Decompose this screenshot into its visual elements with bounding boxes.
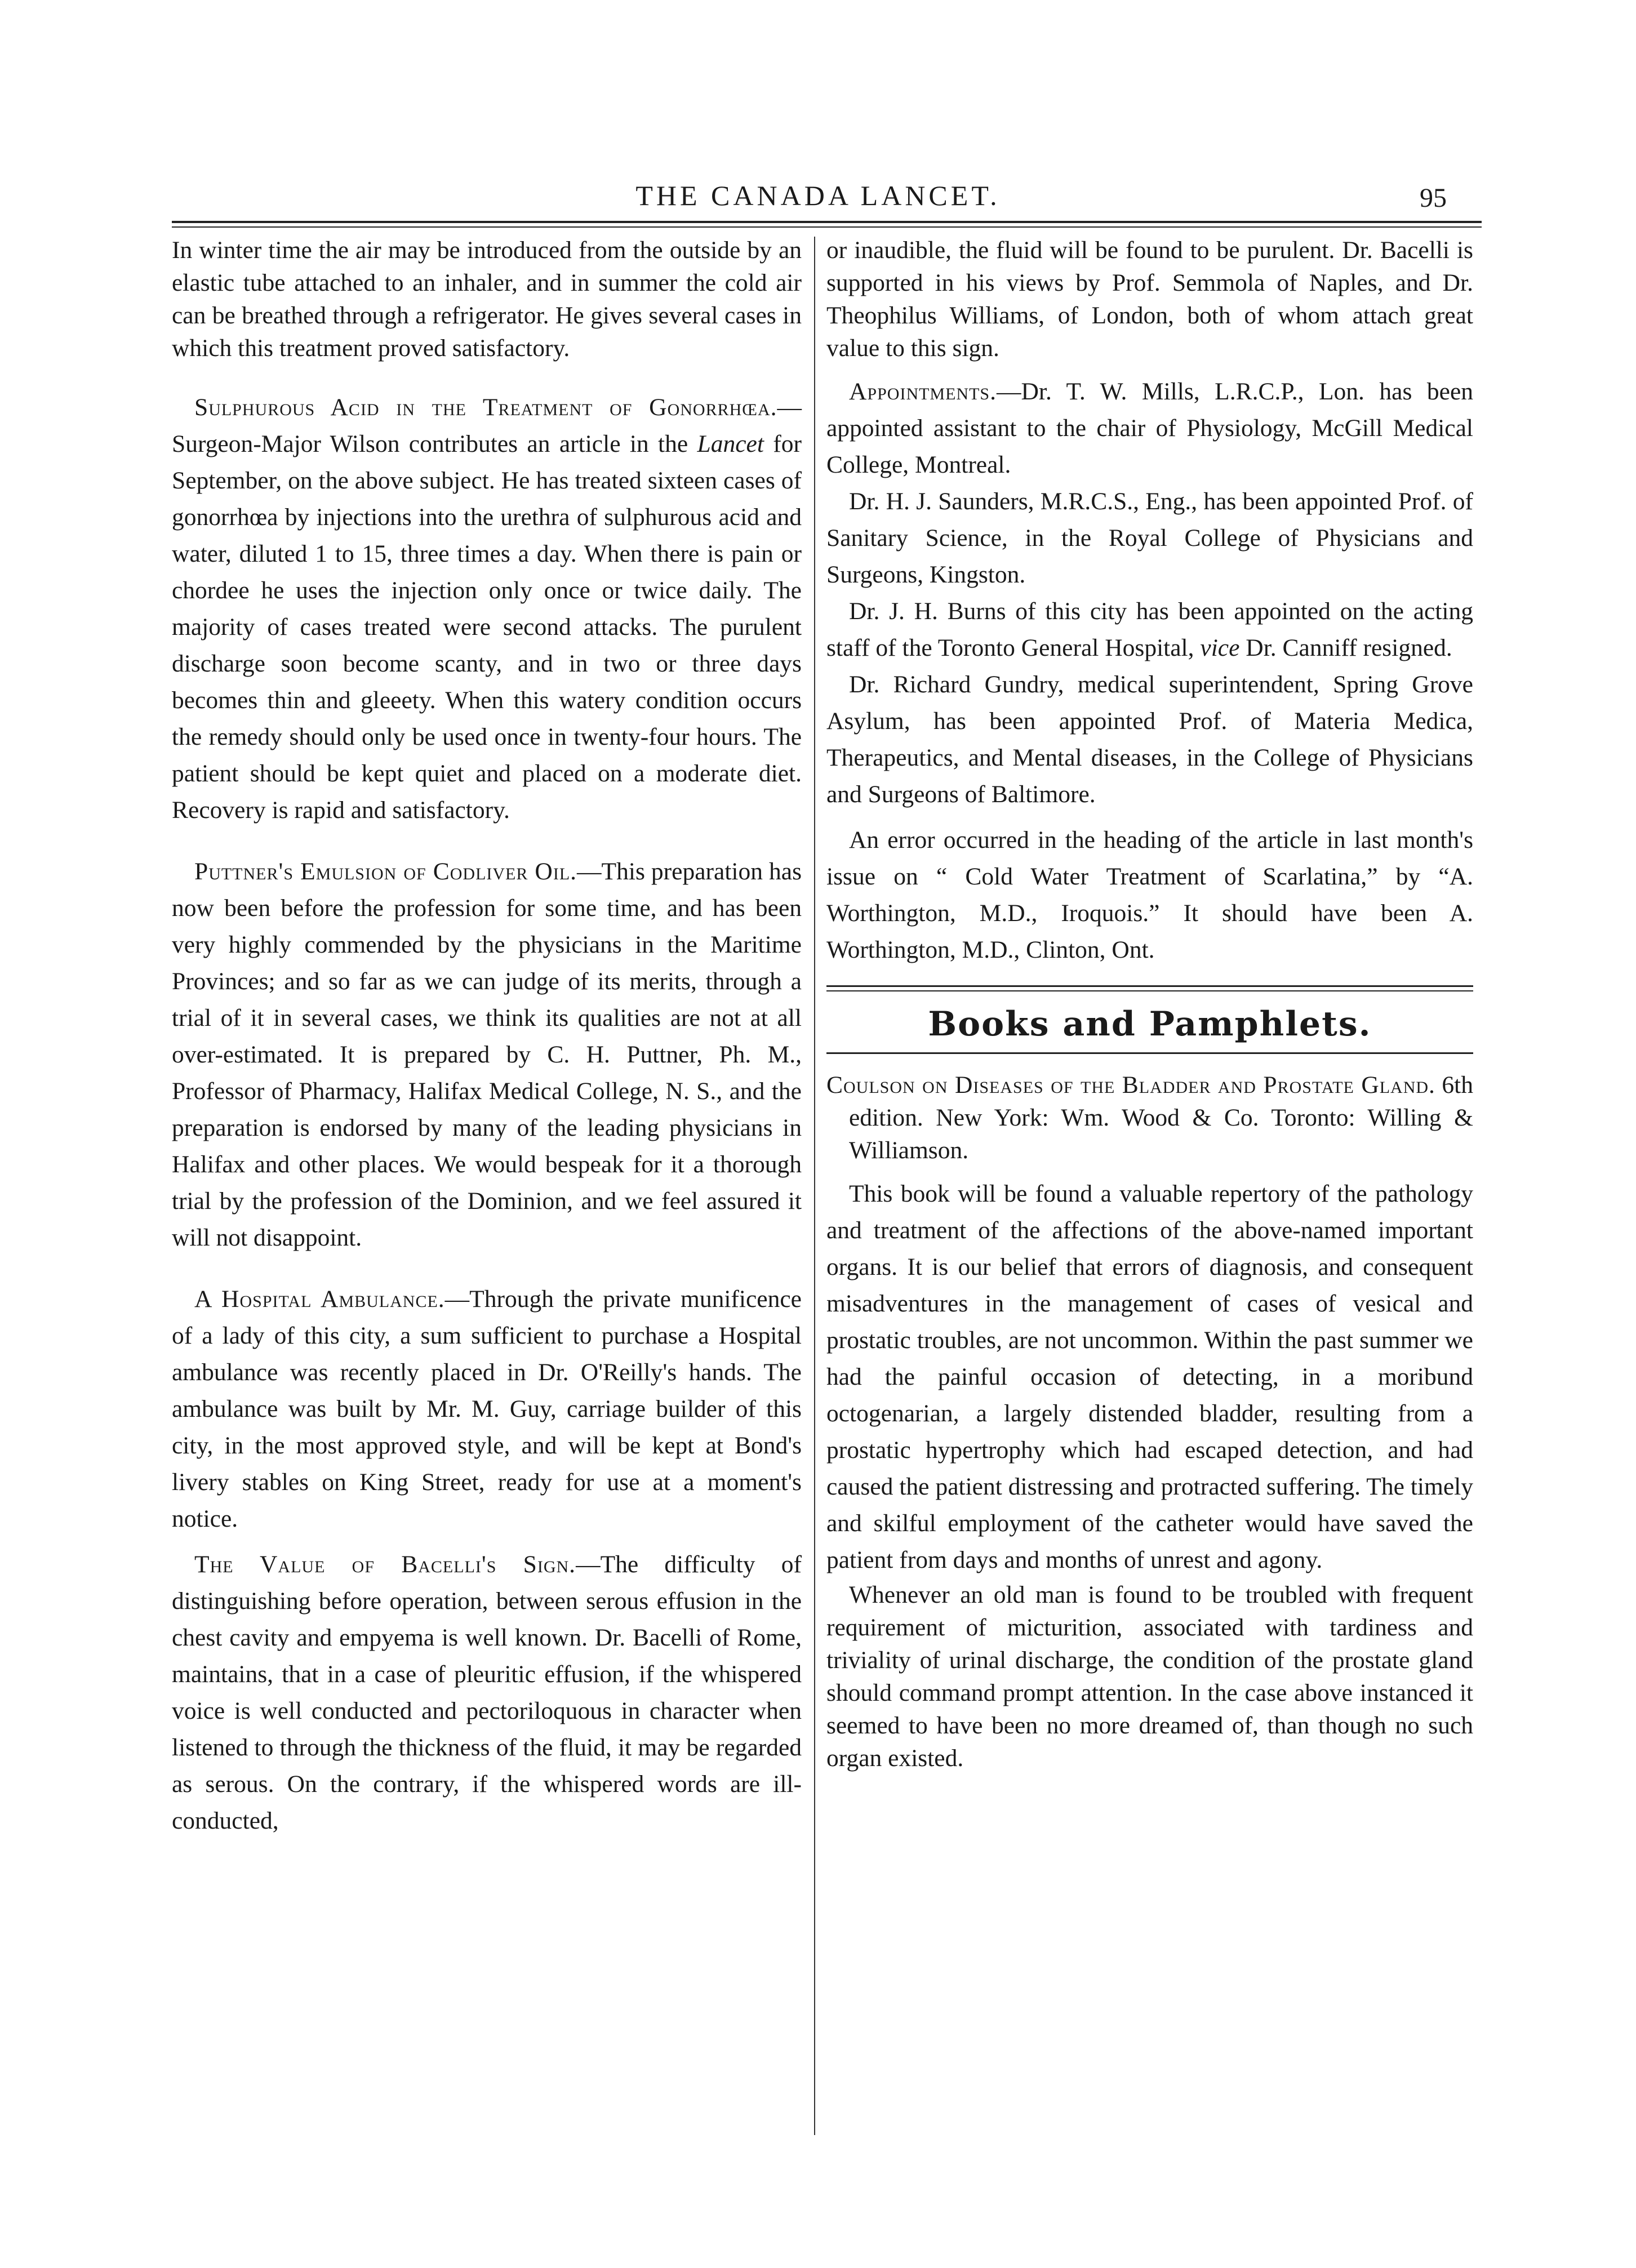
book-review-paragraph: Whenever an old man is found to be troubled with frequent requirement of micturition, associated with tardiness and triviality of urinal discharge, the condition of the prostate gland should command prompt attention. In the case above instanced it seemed to have been no more dreamed of, than though no such organ existed.	[826, 1581, 1473, 1772]
appointment-text: Dr. Canniff resigned.	[1239, 634, 1452, 661]
appointment-saunders: Dr. H. J. Saunders, M.R.C.S., Eng., has been appointed Prof. of Sanitary Science, in the Royal College of Physicians and Surgeons, Kingston.	[826, 488, 1473, 588]
section-rule	[826, 985, 1473, 987]
article-appointments	[826, 373, 1473, 483]
article-heading: Puttner's Emulsion of Codliver Oil.	[194, 858, 577, 885]
section-heading-books: Books and Pamphlets.	[928, 1004, 1372, 1044]
right-column	[826, 234, 1473, 1775]
section-rule-bottom	[826, 1052, 1473, 1054]
article-body: for September, on the above subject. He has treated sixteen cases of gonorrhœa by injections into the urethra of sulphurous acid and water, diluted 1 to 15, three times a day. When there is pain or chordee he uses the injection only once or twice daily. The majority of cases treated were second attacks. The purulent discharge soon become scanty, and in two or three days becomes thin and gleeety. When this watery condition occurs the remedy should only be used once in twenty-four hours. The patient should be kept quiet and placed on a moderate diet. Recovery is rapid and satisfactory.	[172, 430, 802, 824]
paragraph-inhaler-continuation: In winter time the air may be introduced from the outside by an elastic tube attached to an inhaler, and in summer the cold air can be breathed through a refrigerator. He gives several cases in which this treatment proved satisfactory.	[172, 237, 802, 362]
running-header-title: THE CANADA LANCET.	[635, 180, 1001, 211]
book-title: Coulson on Diseases of the Bladder and Prostate Gland.	[826, 1071, 1435, 1099]
article-heading: Sulphurous Acid in the Treatment of Gonorrhœa.	[194, 394, 777, 421]
article-heading: Appointments.	[849, 378, 997, 405]
latin-vice: vice	[1200, 634, 1240, 661]
article-body: —Surgeon-Major Wilson contributes an article in the	[172, 394, 802, 457]
article-sulphurous-acid	[172, 389, 802, 829]
book-publication: 6th edition. New York: Wm. Wood & Co. Toronto: Willing & Williamson.	[849, 1071, 1473, 1164]
appointment-burns	[826, 593, 1473, 666]
article-hospital-ambulance	[172, 1281, 802, 1537]
erratum-notice: An error occurred in the heading of the article in last month's issue on “ Cold Water Treatment of Scarlatina,” by “A. Worthington, M.D., Iroquois.” It should have been A. Worthington, M.D., Clinton, Ont.	[826, 826, 1473, 963]
book-review-paragraph: This book will be found a valuable repertory of the pathology and treatment of the affections of the above-named important organs. It is our belief that errors of diagnosis, and consequent misadventures in the management of cases of vesical and prostatic troubles, are not uncommon. Within the past summer we had the painful occasion of detecting, in a moribund octogenarian, a largely distended bladder, resulting from a prostatic hypertrophy which had escaped detection, and had caused the patient distressing and protracted suffering. The timely and skilful employment of the catheter would have saved the patient from days and months of unrest and agony.	[826, 1180, 1473, 1573]
article-body: —Through the private munificence of a lady of this city, a sum sufficient to purchase a Hospital ambulance was recently placed in Dr. O'Reilly's hands. The ambulance was built by Mr. M. Guy, carriage builder of this city, in the most approved style, and will be kept at Bond's livery stables on King Street, ready for use at a moment's notice.	[172, 1286, 802, 1532]
article-body: —This preparation has now been before the profession for some time, and has been very highly commended by the physicians in the Maritime Provinces; and so far as we can judge of its merits, through a trial of it in several cases, we think its qualities are not at all over-estimated. It is prepared by C. H. Puttner, Ph. M., Professor of Pharmacy, Halifax Medical College, N. S., and the preparation is endorsed by many of the leading physicians in Halifax and other places. We would bespeak for it a thorough trial by the profession of the Dominion, and we feel assured it will not disappoint.	[172, 858, 802, 1251]
journal-name: Lancet	[697, 430, 764, 457]
header-rule-thin	[172, 226, 1482, 228]
article-body: —Dr. T. W. Mills, L.R.C.P., Lon. has been appointed assistant to the chair of Physiology, McGill Medical College, Montreal.	[826, 378, 1473, 478]
left-column	[172, 234, 802, 1839]
appointment-text: Dr. J. H. Burns of this city has been appointed on the acting staff of the Toronto General Hospital,	[826, 598, 1473, 661]
book-entry-coulson	[826, 1069, 1473, 1167]
article-heading: The Value of Bacelli's Sign.	[194, 1551, 576, 1578]
paragraph-bacelli-continuation: or inaudible, the fluid will be found to be purulent. Dr. Bacelli is supported in his views by Prof. Semmola of Naples, and Dr. Theophilus Williams, of London, both of whom attach great value to this sign.	[826, 237, 1473, 362]
column-divider	[814, 237, 815, 2135]
appointment-gundry: Dr. Richard Gundry, medical superintendent, Spring Grove Asylum, has been appointed Prof. of Materia Medica, Therapeutics, and Mental diseases, in the College of Physicians and Surgeons of Baltimore.	[826, 671, 1473, 808]
article-bacelli-sign	[172, 1546, 802, 1839]
header-rule	[172, 221, 1482, 223]
section-rule-thin	[826, 990, 1473, 991]
article-body: —The difficulty of distinguishing before operation, between serous effusion in the chest cavity and empyema is well known. Dr. Bacelli of Rome, maintains, that in a case of pleuritic effusion, if the whispered voice is well conducted and pectoriloquous in character when listened to through the thickness of the fluid, it may be regarded as serous. On the contrary, if the whispered words are ill-conducted,	[172, 1551, 802, 1834]
page-number: 95	[1420, 183, 1447, 213]
article-puttner-emulsion	[172, 853, 802, 1256]
article-heading: A Hospital Ambulance.	[194, 1286, 445, 1313]
